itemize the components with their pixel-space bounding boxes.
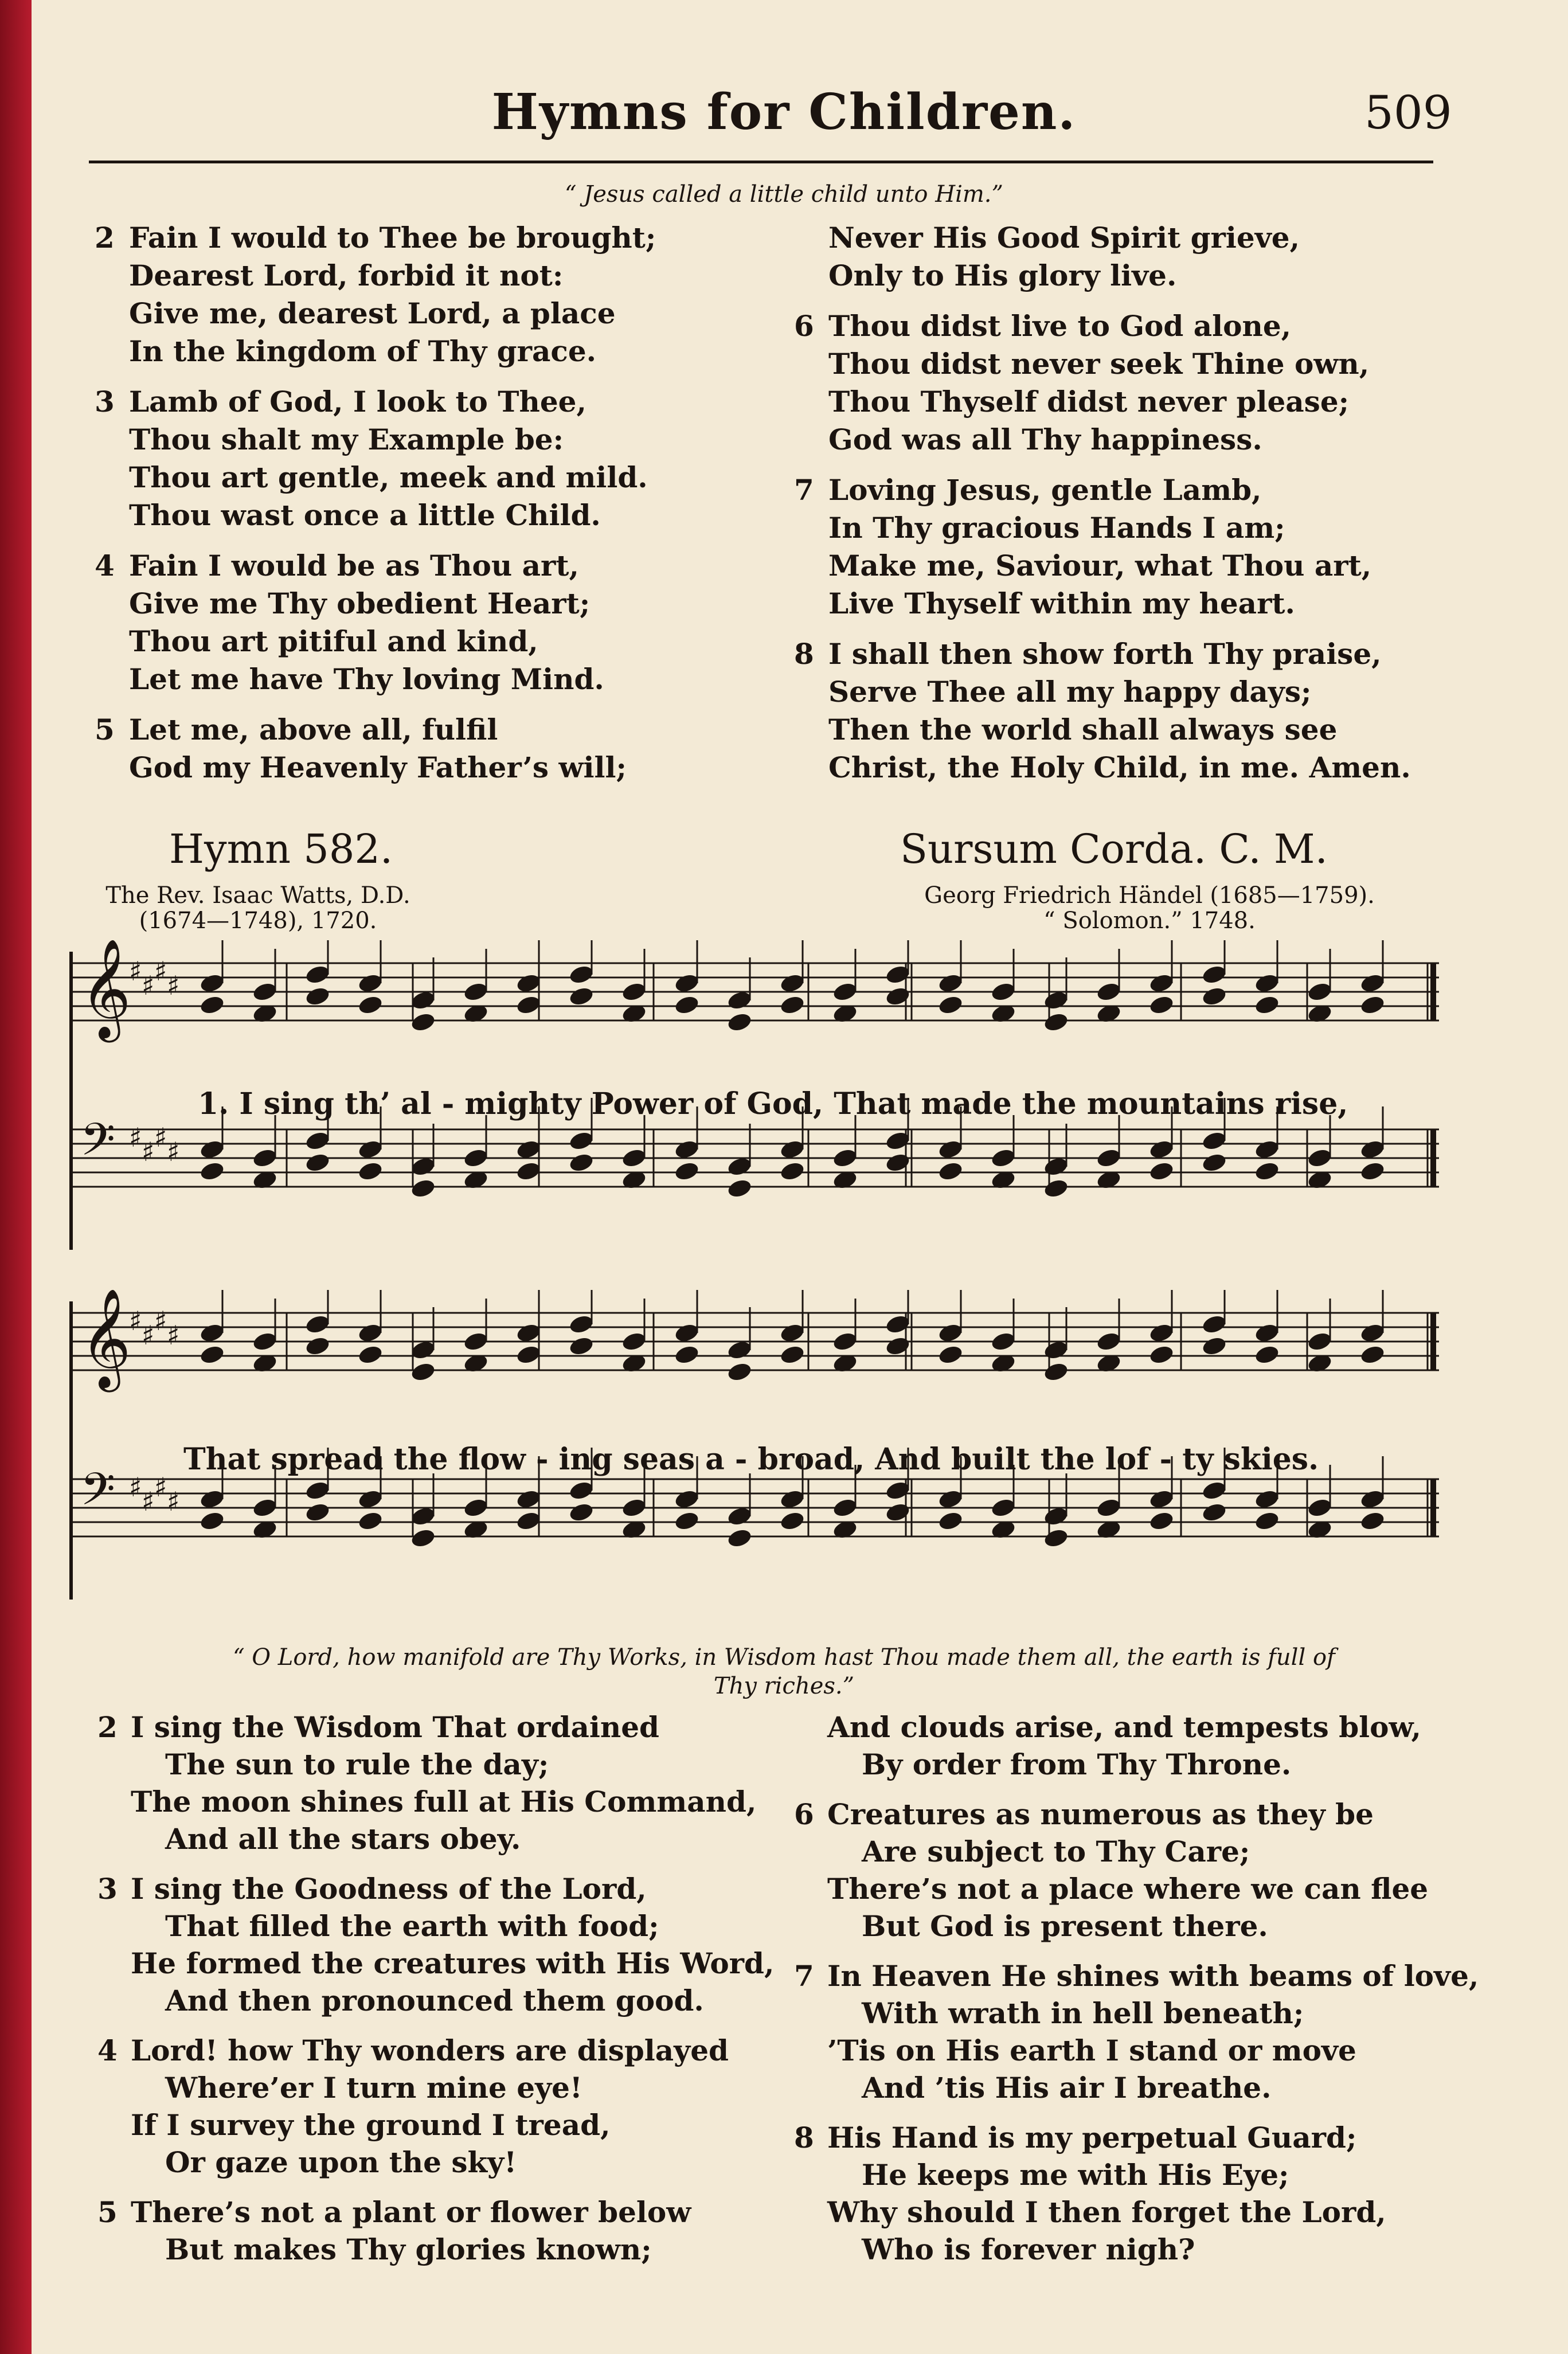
verse-line: He keeps me with His Eye;: [862, 2158, 1289, 2192]
verse-line: Where’er I turn mine eye!: [165, 2071, 582, 2105]
verse-line: Fain I would to Thee be brought;: [129, 221, 656, 255]
stanza: [794, 471, 1511, 623]
note-head: [410, 1156, 436, 1178]
note-head: [674, 1488, 700, 1510]
stanza-number: 2: [95, 221, 115, 255]
note-head: [252, 981, 278, 1003]
verse-line: Why should I then forget the Lord,: [827, 2195, 1386, 2229]
composer-credit: Georg Friedrich Händel (1685—1759). “ Solomon.” 1748.: [924, 882, 1375, 934]
note-head: [357, 1488, 384, 1510]
stanza: [794, 635, 1511, 787]
note-head: [568, 1313, 595, 1335]
verse-line: And clouds arise, and tempests blow,: [827, 1710, 1421, 1744]
note-head: [357, 1160, 384, 1182]
stanza: [97, 2193, 785, 2268]
sharp-icon: ♯: [142, 1136, 155, 1167]
note-head: [1254, 1488, 1280, 1510]
note-head: [568, 1152, 595, 1174]
note-head: [304, 1152, 331, 1174]
stanza: [95, 383, 783, 534]
note-head: [726, 1339, 753, 1361]
verse-line: Thou wast once a little Child.: [129, 498, 601, 532]
sharp-icon: ♯: [142, 1320, 155, 1351]
note-head: [568, 1130, 595, 1152]
note-head: [515, 1322, 542, 1344]
stanza-number: 3: [95, 385, 115, 419]
verse-line: Who is forever nigh?: [862, 2232, 1195, 2266]
verse-line: If I survey the ground I tread,: [131, 2108, 611, 2142]
note-head: [1148, 972, 1175, 994]
note-head: [199, 1160, 225, 1182]
tune-name: Sursum Corda. C. M.: [900, 826, 1328, 873]
note-head: [252, 1497, 278, 1519]
note-head: [1307, 1331, 1333, 1352]
note-head: [1043, 1361, 1069, 1383]
note-head: [1096, 1147, 1122, 1169]
note-head: [1148, 1344, 1175, 1366]
note-head: [252, 1147, 278, 1169]
verse-line: But God is present there.: [862, 1909, 1268, 1943]
note-head: [1254, 994, 1280, 1016]
sharp-icon: ♯: [129, 956, 142, 987]
stanza-number: 4: [97, 2034, 118, 2067]
treble-clef-icon: 𝄞: [80, 940, 131, 1038]
verse-line: The moon shines full at His Command,: [131, 1785, 757, 1819]
note-head: [1359, 994, 1386, 1016]
sharp-icon: ♯: [154, 956, 167, 987]
note-head: [357, 1139, 384, 1160]
verse-line: Make me, Saviour, what Thou art,: [828, 549, 1372, 582]
note-head: [199, 1139, 225, 1160]
note-head: [885, 1335, 911, 1357]
note-head: [410, 990, 436, 1011]
note-head: [726, 1361, 753, 1383]
verse-line: Only to His glory live.: [828, 259, 1177, 292]
note-head: [779, 1139, 805, 1160]
stanza: [794, 219, 1511, 295]
note-head: [990, 981, 1016, 1003]
note-head: [199, 972, 225, 994]
note-head: [1201, 1152, 1227, 1174]
top-epigraph: “ Jesus called a little child unto Him.”: [565, 181, 1003, 208]
note-head: [674, 1139, 700, 1160]
note-head: [515, 1510, 542, 1532]
note-head: [304, 986, 331, 1007]
header-rule: [89, 161, 1433, 163]
stanza: [97, 1870, 785, 2019]
verse-line: Then the world shall always see: [828, 713, 1338, 746]
stanza-number: 8: [794, 637, 814, 671]
verse-line: By order from Thy Throne.: [862, 1747, 1292, 1781]
note-head: [568, 986, 595, 1007]
note-head: [937, 1322, 964, 1344]
note-head: [304, 1335, 331, 1357]
note-head: [674, 1322, 700, 1344]
stanza-number: 6: [794, 1797, 814, 1831]
stanza: [97, 1708, 785, 1858]
note-head: [410, 1506, 436, 1527]
note-head: [1148, 994, 1175, 1016]
note-head: [1201, 964, 1227, 986]
note-head: [937, 972, 964, 994]
sharp-icon: ♯: [129, 1472, 142, 1503]
prev-hymn-left-column: [95, 219, 783, 799]
sharp-icon: ♯: [129, 1305, 142, 1336]
note-head: [674, 1510, 700, 1532]
note-head: [1359, 1344, 1386, 1366]
note-head: [885, 1480, 911, 1501]
bass-clef-icon: 𝄢: [80, 1464, 116, 1527]
note-head: [304, 1130, 331, 1152]
note-head: [937, 1139, 964, 1160]
verse-line: Live Thyself within my heart.: [828, 586, 1295, 620]
note-head: [199, 994, 225, 1016]
note-head: [1359, 1322, 1386, 1344]
verse-line: Thou art pitiful and kind,: [129, 624, 538, 658]
stanza-number: 3: [97, 1872, 118, 1906]
hymn-verses-left-column: [97, 1708, 785, 2281]
note-head: [1307, 981, 1333, 1003]
verse-line: Let me have Thy loving Mind.: [129, 662, 604, 696]
verse-line: The sun to rule the day;: [165, 1747, 549, 1781]
stanza: [794, 1957, 1516, 2106]
verse-line: There’s not a place where we can flee: [827, 1872, 1429, 1906]
stanza-number: 8: [794, 2121, 814, 2154]
note-head: [779, 1344, 805, 1366]
verse-line: That filled the earth with food;: [165, 1909, 659, 1943]
sharp-icon: ♯: [142, 1486, 155, 1517]
note-head: [410, 1527, 436, 1549]
note-head: [937, 994, 964, 1016]
note-head: [463, 1147, 489, 1169]
note-head: [674, 972, 700, 994]
verse-line: God was all Thy happiness.: [828, 423, 1262, 456]
note-head: [726, 1527, 753, 1549]
note-head: [1359, 1488, 1386, 1510]
note-head: [410, 1011, 436, 1033]
stanza: [794, 1708, 1516, 1783]
note-head: [410, 1339, 436, 1361]
sharp-icon: ♯: [129, 1122, 142, 1153]
note-head: [726, 1178, 753, 1199]
note-head: [515, 1139, 542, 1160]
verse-line: And then pronounced them good.: [165, 1984, 704, 2017]
verse-line: ’Tis on His earth I stand or move: [827, 2034, 1356, 2067]
note-head: [304, 1501, 331, 1523]
note-head: [832, 1147, 858, 1169]
note-head: [1043, 990, 1069, 1011]
sharp-icon: ♯: [167, 1136, 180, 1167]
note-head: [1254, 1139, 1280, 1160]
sharp-icon: ♯: [167, 970, 180, 1001]
verse-line: His Hand is my perpetual Guard;: [827, 2121, 1357, 2154]
note-head: [1148, 1139, 1175, 1160]
verse-line: Dearest Lord, forbid it not:: [129, 259, 564, 292]
note-head: [1096, 1331, 1122, 1352]
note-head: [832, 1331, 858, 1352]
note-head: [621, 1147, 647, 1169]
note-head: [199, 1488, 225, 1510]
note-head: [832, 981, 858, 1003]
note-head: [357, 972, 384, 994]
note-head: [357, 1344, 384, 1366]
note-head: [1043, 1339, 1069, 1361]
stanza-number: 4: [95, 549, 115, 582]
bass-clef-icon: 𝄢: [80, 1114, 116, 1177]
verse-line: Are subject to Thy Care;: [862, 1835, 1250, 1868]
prev-hymn-right-column: [794, 219, 1511, 799]
verse-line: And all the stars obey.: [165, 1822, 521, 1856]
verse-line: I sing the Wisdom That ordained: [131, 1710, 659, 1744]
note-head: [832, 1497, 858, 1519]
verse-line: In Heaven He shines with beams of love,: [827, 1959, 1479, 1993]
note-head: [252, 1331, 278, 1352]
stanza: [794, 1796, 1516, 1945]
note-head: [726, 1506, 753, 1527]
note-head: [410, 1178, 436, 1199]
note-head: [1359, 972, 1386, 994]
note-head: [515, 972, 542, 994]
note-head: [990, 1147, 1016, 1169]
author-credit: The Rev. Isaac Watts, D.D. (1674—1748), 1720.: [105, 882, 410, 934]
note-head: [1043, 1506, 1069, 1527]
note-head: [1043, 1178, 1069, 1199]
note-head: [463, 1331, 489, 1352]
note-head: [885, 986, 911, 1007]
note-head: [199, 1322, 225, 1344]
stanza-number: 7: [794, 1959, 814, 1993]
stanza-number: 5: [97, 2195, 118, 2229]
treble-staff: [71, 940, 1439, 1043]
note-head: [779, 1510, 805, 1532]
note-head: [937, 1344, 964, 1366]
note-head: [1254, 1344, 1280, 1366]
note-head: [357, 1322, 384, 1344]
treble-staff: [71, 1290, 1439, 1393]
note-head: [304, 1480, 331, 1501]
verse-line: I shall then show forth Thy praise,: [828, 637, 1382, 671]
note-head: [990, 1331, 1016, 1352]
note-head: [1359, 1160, 1386, 1182]
stanza-number: 2: [97, 1710, 118, 1744]
note-head: [568, 964, 595, 986]
note-head: [726, 1011, 753, 1033]
note-head: [199, 1344, 225, 1366]
note-head: [621, 981, 647, 1003]
verse-line: He formed the creatures with His Word,: [131, 1946, 775, 1980]
verse-line: Thou shalt my Example be:: [129, 423, 564, 456]
note-head: [515, 994, 542, 1016]
note-head: [621, 1497, 647, 1519]
note-head: [1254, 972, 1280, 994]
verse-line: Never His Good Spirit grieve,: [828, 221, 1300, 255]
verse-line: Or gaze upon the sky!: [165, 2145, 517, 2179]
page-number: 509: [1364, 86, 1452, 139]
verse-line: There’s not a plant or flower below: [131, 2195, 691, 2229]
note-head: [357, 994, 384, 1016]
note-head: [779, 994, 805, 1016]
hymn-number: Hymn 582.: [169, 826, 393, 873]
sharp-icon: ♯: [154, 1122, 167, 1153]
verse-line: Thou didst never seek Thine own,: [828, 347, 1370, 381]
note-head: [199, 1510, 225, 1532]
stanza-number: 6: [794, 309, 814, 343]
note-head: [1307, 1497, 1333, 1519]
stanza: [97, 2032, 785, 2181]
note-head: [1254, 1510, 1280, 1532]
note-head: [1359, 1510, 1386, 1532]
note-head: [779, 972, 805, 994]
note-head: [1359, 1139, 1386, 1160]
sharp-icon: ♯: [154, 1305, 167, 1336]
note-head: [1096, 1497, 1122, 1519]
note-head: [726, 1156, 753, 1178]
note-head: [937, 1488, 964, 1510]
note-head: [1148, 1322, 1175, 1344]
running-head: Hymns for Children.: [491, 83, 1077, 141]
lyric-line-1: 1. I sing th’ al - mighty Power of God, That made the mountains rise,: [198, 1086, 1348, 1121]
verse-line: Lord! how Thy wonders are displayed: [131, 2034, 729, 2067]
note-head: [1043, 1011, 1069, 1033]
verse-line: But makes Thy glories known;: [165, 2232, 652, 2266]
note-head: [1043, 1156, 1069, 1178]
treble-clef-icon: 𝄞: [80, 1290, 131, 1388]
verse-line: Give me Thy obedient Heart;: [129, 586, 591, 620]
note-head: [1201, 1335, 1227, 1357]
stanza: [95, 711, 783, 787]
verse-line: God my Heavenly Father’s will;: [129, 750, 627, 784]
book-spine-edge: [0, 0, 32, 2354]
bottom-epigraph-line-1: “ O Lord, how manifold are Thy Works, in Wisdom hast Thou made them all, the earth is full of: [233, 1644, 1335, 1671]
note-head: [885, 964, 911, 986]
note-head: [568, 1501, 595, 1523]
verse-line: Thou art gentle, meek and mild.: [129, 460, 648, 494]
note-head: [1254, 1322, 1280, 1344]
verse-line: Give me, dearest Lord, a place: [129, 296, 616, 330]
note-head: [515, 1488, 542, 1510]
note-head: [1201, 1501, 1227, 1523]
sharp-icon: ♯: [154, 1472, 167, 1503]
note-head: [885, 1501, 911, 1523]
verse-line: Serve Thee all my happy days;: [828, 675, 1312, 709]
verse-line: Lamb of God, I look to Thee,: [129, 385, 586, 419]
verse-line: Christ, the Holy Child, in me. Amen.: [828, 750, 1411, 784]
note-head: [937, 1510, 964, 1532]
verse-line: And ’tis His air I breathe.: [862, 2071, 1272, 2105]
note-head: [1148, 1160, 1175, 1182]
note-head: [357, 1510, 384, 1532]
stanza: [794, 2119, 1516, 2268]
sharp-icon: ♯: [167, 1486, 180, 1517]
verse-line: Fain I would be as Thou art,: [129, 549, 579, 582]
sharp-icon: ♯: [167, 1320, 180, 1351]
note-head: [674, 1344, 700, 1366]
note-head: [885, 1130, 911, 1152]
verse-line: In the kingdom of Thy grace.: [129, 334, 597, 368]
note-head: [1201, 1130, 1227, 1152]
note-head: [515, 1344, 542, 1366]
stanza: [794, 307, 1511, 459]
verse-line: Let me, above all, fulfil: [129, 713, 498, 746]
note-head: [885, 1152, 911, 1174]
note-head: [568, 1335, 595, 1357]
note-head: [568, 1480, 595, 1501]
note-head: [726, 990, 753, 1011]
verse-line: Creatures as numerous as they be: [827, 1797, 1374, 1831]
note-head: [304, 1313, 331, 1335]
note-head: [779, 1488, 805, 1510]
note-head: [674, 1160, 700, 1182]
note-head: [304, 964, 331, 986]
lyric-line-2: That spread the flow - ing seas a - broad, And built the lof - ty skies.: [183, 1442, 1319, 1477]
note-head: [463, 1497, 489, 1519]
note-head: [621, 1331, 647, 1352]
verse-line: With wrath in hell beneath;: [862, 1996, 1304, 2030]
note-head: [937, 1160, 964, 1182]
note-head: [515, 1160, 542, 1182]
verse-line: I sing the Goodness of the Lord,: [131, 1872, 647, 1906]
verse-line: Thou Thyself didst never please;: [828, 385, 1350, 419]
note-head: [1201, 1480, 1227, 1501]
sharp-icon: ♯: [142, 970, 155, 1001]
note-head: [1307, 1147, 1333, 1169]
note-head: [1254, 1160, 1280, 1182]
stanza: [95, 547, 783, 698]
stanza: [95, 219, 783, 370]
note-head: [1096, 981, 1122, 1003]
note-head: [1148, 1510, 1175, 1532]
note-head: [779, 1160, 805, 1182]
stanza-number: 7: [794, 473, 814, 507]
note-head: [463, 981, 489, 1003]
note-head: [885, 1313, 911, 1335]
note-head: [1201, 1313, 1227, 1335]
hymn-verses-right-column: [794, 1708, 1516, 2281]
note-head: [674, 994, 700, 1016]
note-head: [990, 1497, 1016, 1519]
note-head: [1148, 1488, 1175, 1510]
verse-line: In Thy gracious Hands I am;: [828, 511, 1285, 545]
note-head: [1043, 1527, 1069, 1549]
note-head: [410, 1361, 436, 1383]
bottom-epigraph-line-2: Thy riches.”: [713, 1673, 855, 1699]
note-head: [779, 1322, 805, 1344]
verse-line: Thou didst live to God alone,: [828, 309, 1292, 343]
verse-line: Loving Jesus, gentle Lamb,: [828, 473, 1262, 507]
note-head: [1201, 986, 1227, 1007]
stanza-number: 5: [95, 713, 115, 746]
